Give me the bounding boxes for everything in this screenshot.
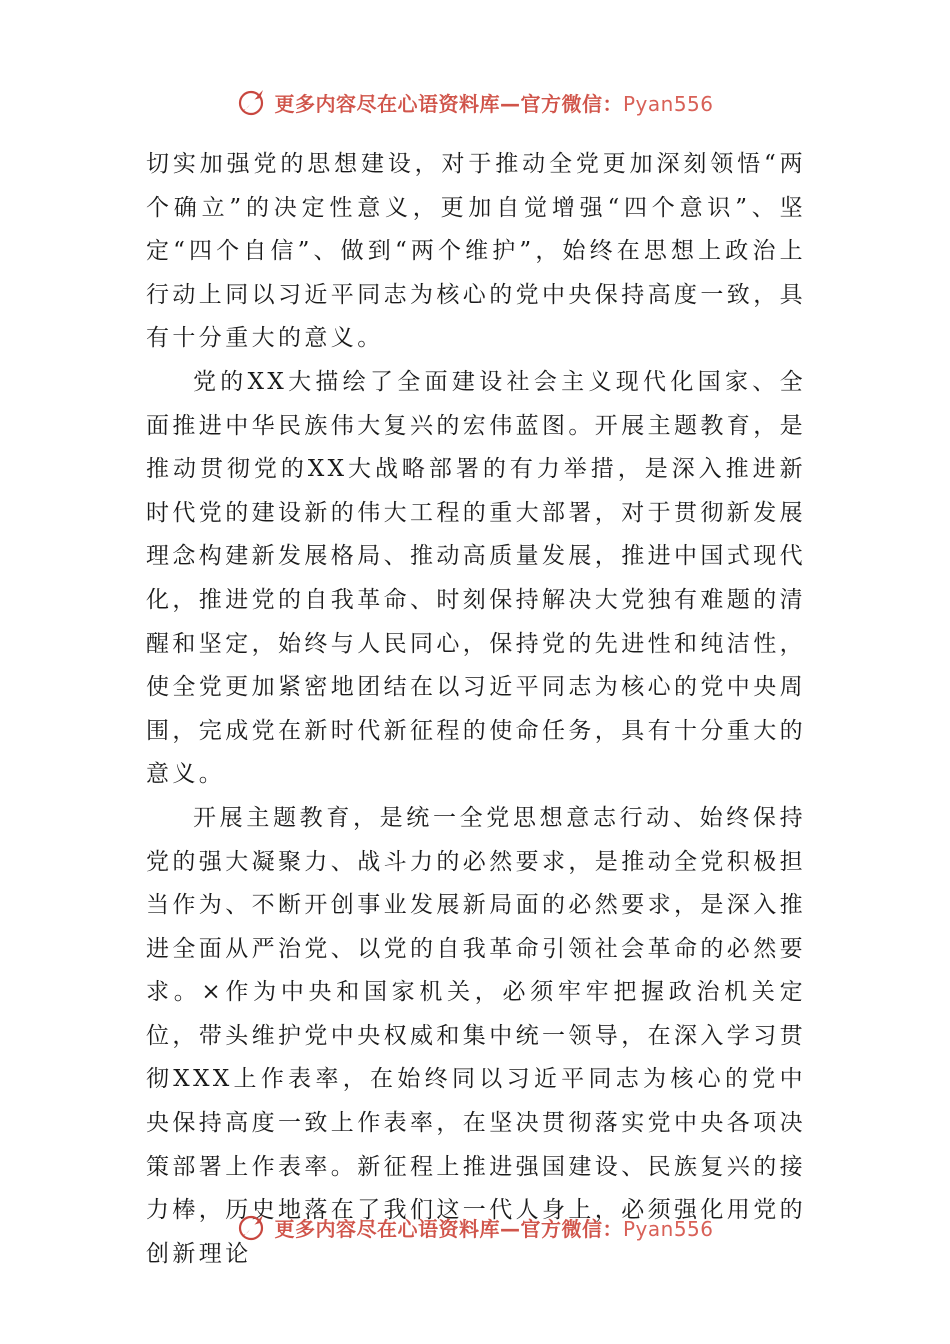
header-banner-inner <box>236 86 713 118</box>
header-banner-text <box>274 88 713 117</box>
paragraph-2: 党的XX大描绘了全面建设社会主义现代化国家、全面推进中华民族伟大复兴的宏伟蓝图。开展主题教育，是推动贯彻党的XX大战略部署的有力举措，是深入推进新时代党的建设新的伟大工程的重大部署，对于贯彻新发展理念构建新发展格局、推动高质量发展，推进中国式现代化，推进党的自我革命、时刻保持解决大党独有难题的清醒和坚定，始终与人民同心，保持党的先进性和纯洁性，使全党更加紧密地团结在以习近平同志为核心的党中央周围，完成党在新时代新征程的使命任务，具有十分重大的意义。 <box>146 368 806 788</box>
header-wechat-id: Pyan556 <box>622 91 714 116</box>
footer-banner-text <box>274 1213 713 1242</box>
footer-banner <box>0 1207 950 1247</box>
header-banner <box>0 82 950 122</box>
footer-banner-label: 更多内容尽在心语资料库—官方微信： <box>274 1216 623 1241</box>
footer-banner-inner <box>236 1211 713 1243</box>
footer-wechat-id: Pyan556 <box>622 1216 714 1241</box>
header-banner-label: 更多内容尽在心语资料库—官方微信： <box>274 91 623 116</box>
paragraph-3: 开展主题教育，是统一全党思想意志行动、始终保持党的强大凝聚力、战斗力的必然要求，是推动全党积极担当作为、不断开创事业发展新局面的必然要求，是深入推进全面从严治党、以党的自我革命引领社会革命的必然要求。×作为中央和国家机关，必须牢牢把握政治机关定位，带头维护党中央权威和集中统一领导，在深入学习贯彻XXX上作表率，在始终同以习近平同志为核心的党中央保持高度一致上作表率，在坚决贯彻落实党中央各项决策部署上作表率。新征程上推进强国建设、民族复兴的接力棒，历史地落在了我们这一代人身上，必须强化用党的创新理论 <box>146 804 806 1267</box>
quill-pen-logo-icon <box>236 86 268 118</box>
quill-pen-logo-icon <box>236 1211 268 1243</box>
document-body <box>146 143 806 1276</box>
paragraph-1: 切实加强党的思想建设，对于推动全党更加深刻领悟“两个确立”的决定性意义，更加自觉增强“四个意识”、坚定“四个自信”、做到“两个维护”，始终在思想上政治上行动上同以习近平同志为核心的党中央保持高度一致，具有十分重大的意义。 <box>146 151 806 352</box>
